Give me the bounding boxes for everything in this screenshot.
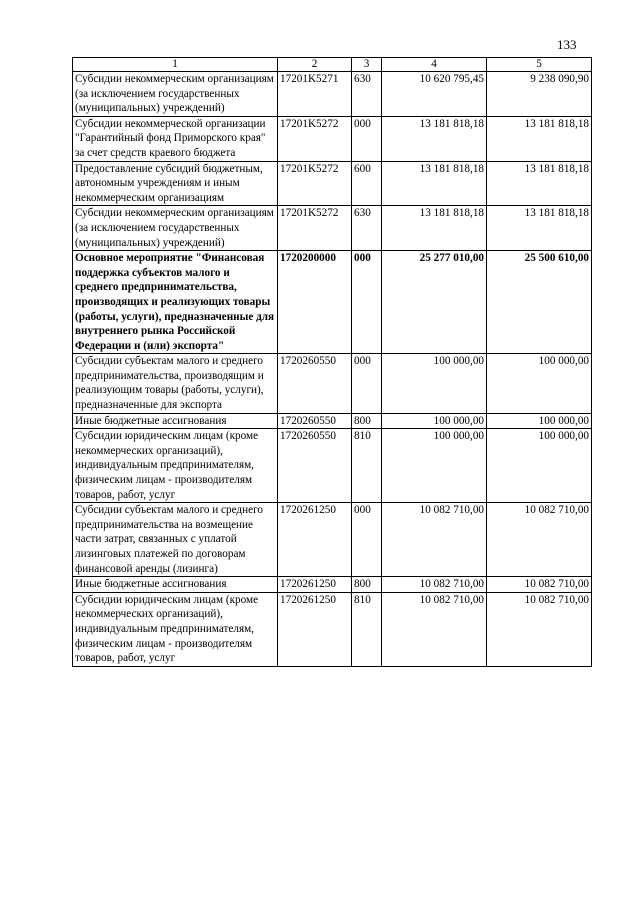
row-amount-2: 100 000,00 bbox=[487, 429, 592, 503]
row-target-code: 1720260550 bbox=[278, 429, 352, 503]
row-amount-1: 13 181 818,18 bbox=[382, 206, 487, 251]
row-amount-1: 100 000,00 bbox=[382, 354, 487, 413]
page-number: 133 bbox=[557, 37, 577, 52]
row-expense-type: 810 bbox=[352, 592, 382, 666]
row-amount-1: 100 000,00 bbox=[382, 429, 487, 503]
row-expense-type: 000 bbox=[352, 251, 382, 354]
row-name: Субсидии некоммерческой организации "Гарантийный фонд Приморского края" за счет средств краевого бюджета bbox=[73, 116, 278, 161]
row-amount-1: 10 620 795,45 bbox=[382, 72, 487, 117]
row-amount-1: 13 181 818,18 bbox=[382, 161, 487, 206]
row-amount-2: 10 082 710,00 bbox=[487, 592, 592, 666]
row-name: Иные бюджетные ассигнования bbox=[73, 413, 278, 429]
table-row bbox=[73, 72, 592, 117]
row-amount-2: 9 238 090,90 bbox=[487, 72, 592, 117]
header-col-1: 1 bbox=[73, 58, 278, 72]
row-amount-2: 100 000,00 bbox=[487, 413, 592, 429]
row-name: Иные бюджетные ассигнования bbox=[73, 577, 278, 593]
row-name: Предоставление субсидий бюджетным, автономным учреждениям и иным некоммерческим организациям bbox=[73, 161, 278, 206]
row-expense-type: 000 bbox=[352, 503, 382, 577]
row-target-code: 1720261250 bbox=[278, 577, 352, 593]
row-name: Субсидии юридическим лицам (кроме некоммерческих организаций), индивидуальным предпринимателям, физическим лицам - производителям товаров, работ, услуг bbox=[73, 429, 278, 503]
row-expense-type: 630 bbox=[352, 72, 382, 117]
header-col-4: 4 bbox=[382, 58, 487, 72]
row-amount-1: 10 082 710,00 bbox=[382, 503, 487, 577]
row-target-code: 17201K5271 bbox=[278, 72, 352, 117]
row-amount-2: 10 082 710,00 bbox=[487, 577, 592, 593]
table-row bbox=[73, 413, 592, 429]
row-target-code: 1720200000 bbox=[278, 251, 352, 354]
row-expense-type: 000 bbox=[352, 354, 382, 413]
row-amount-2: 13 181 818,18 bbox=[487, 161, 592, 206]
row-target-code: 1720261250 bbox=[278, 503, 352, 577]
header-col-3: 3 bbox=[352, 58, 382, 72]
row-target-code: 17201K5272 bbox=[278, 206, 352, 251]
row-name: Субсидии некоммерческим организациям (за исключением государственных (муниципальных) учреждений) bbox=[73, 72, 278, 117]
row-name: Субсидии юридическим лицам (кроме некоммерческих организаций), индивидуальным предпринимателям, физическим лицам - производителям товаров, работ, услуг bbox=[73, 592, 278, 666]
table-row bbox=[73, 116, 592, 161]
row-amount-2: 10 082 710,00 bbox=[487, 503, 592, 577]
row-amount-2: 13 181 818,18 bbox=[487, 116, 592, 161]
row-amount-1: 25 277 010,00 bbox=[382, 251, 487, 354]
header-col-5: 5 bbox=[487, 58, 592, 72]
row-expense-type: 810 bbox=[352, 429, 382, 503]
table-row bbox=[73, 161, 592, 206]
table-row bbox=[73, 503, 592, 577]
row-target-code: 1720260550 bbox=[278, 413, 352, 429]
row-amount-1: 10 082 710,00 bbox=[382, 592, 487, 666]
row-amount-2: 25 500 610,00 bbox=[487, 251, 592, 354]
row-expense-type: 630 bbox=[352, 206, 382, 251]
row-expense-type: 800 bbox=[352, 577, 382, 593]
row-expense-type: 600 bbox=[352, 161, 382, 206]
row-target-code: 1720261250 bbox=[278, 592, 352, 666]
header-col-2: 2 bbox=[278, 58, 352, 72]
row-name: Основное мероприятие "Финансовая поддержка субъектов малого и среднего предпринимательства, производящих и реализующих товары (работы, услуги), предназначенные для внутреннего рынка Российской Федерации и (или) экспорта" bbox=[73, 251, 278, 354]
table-row bbox=[73, 429, 592, 503]
row-amount-2: 100 000,00 bbox=[487, 354, 592, 413]
row-expense-type: 800 bbox=[352, 413, 382, 429]
row-target-code: 1720260550 bbox=[278, 354, 352, 413]
row-amount-1: 13 181 818,18 bbox=[382, 116, 487, 161]
row-name: Субсидии субъектам малого и среднего предпринимательства, производящим и реализующим товары (работы, услуги), предназначенные для экспорта bbox=[73, 354, 278, 413]
table-row-main-event bbox=[73, 251, 592, 354]
row-amount-2: 13 181 818,18 bbox=[487, 206, 592, 251]
row-name: Субсидии некоммерческим организациям (за исключением государственных (муниципальных) учреждений) bbox=[73, 206, 278, 251]
row-target-code: 17201K5272 bbox=[278, 116, 352, 161]
table-row bbox=[73, 354, 592, 413]
table-row bbox=[73, 577, 592, 593]
row-target-code: 17201K5272 bbox=[278, 161, 352, 206]
row-name: Субсидии субъектам малого и среднего предпринимательства на возмещение части затрат, связанных с уплатой лизинговых платежей по договорам финансовой аренды (лизинга) bbox=[73, 503, 278, 577]
row-expense-type: 000 bbox=[352, 116, 382, 161]
table-row bbox=[73, 206, 592, 251]
budget-table bbox=[72, 57, 592, 667]
table-row bbox=[73, 592, 592, 666]
table-header-row bbox=[73, 58, 592, 72]
row-amount-1: 100 000,00 bbox=[382, 413, 487, 429]
row-amount-1: 10 082 710,00 bbox=[382, 577, 487, 593]
